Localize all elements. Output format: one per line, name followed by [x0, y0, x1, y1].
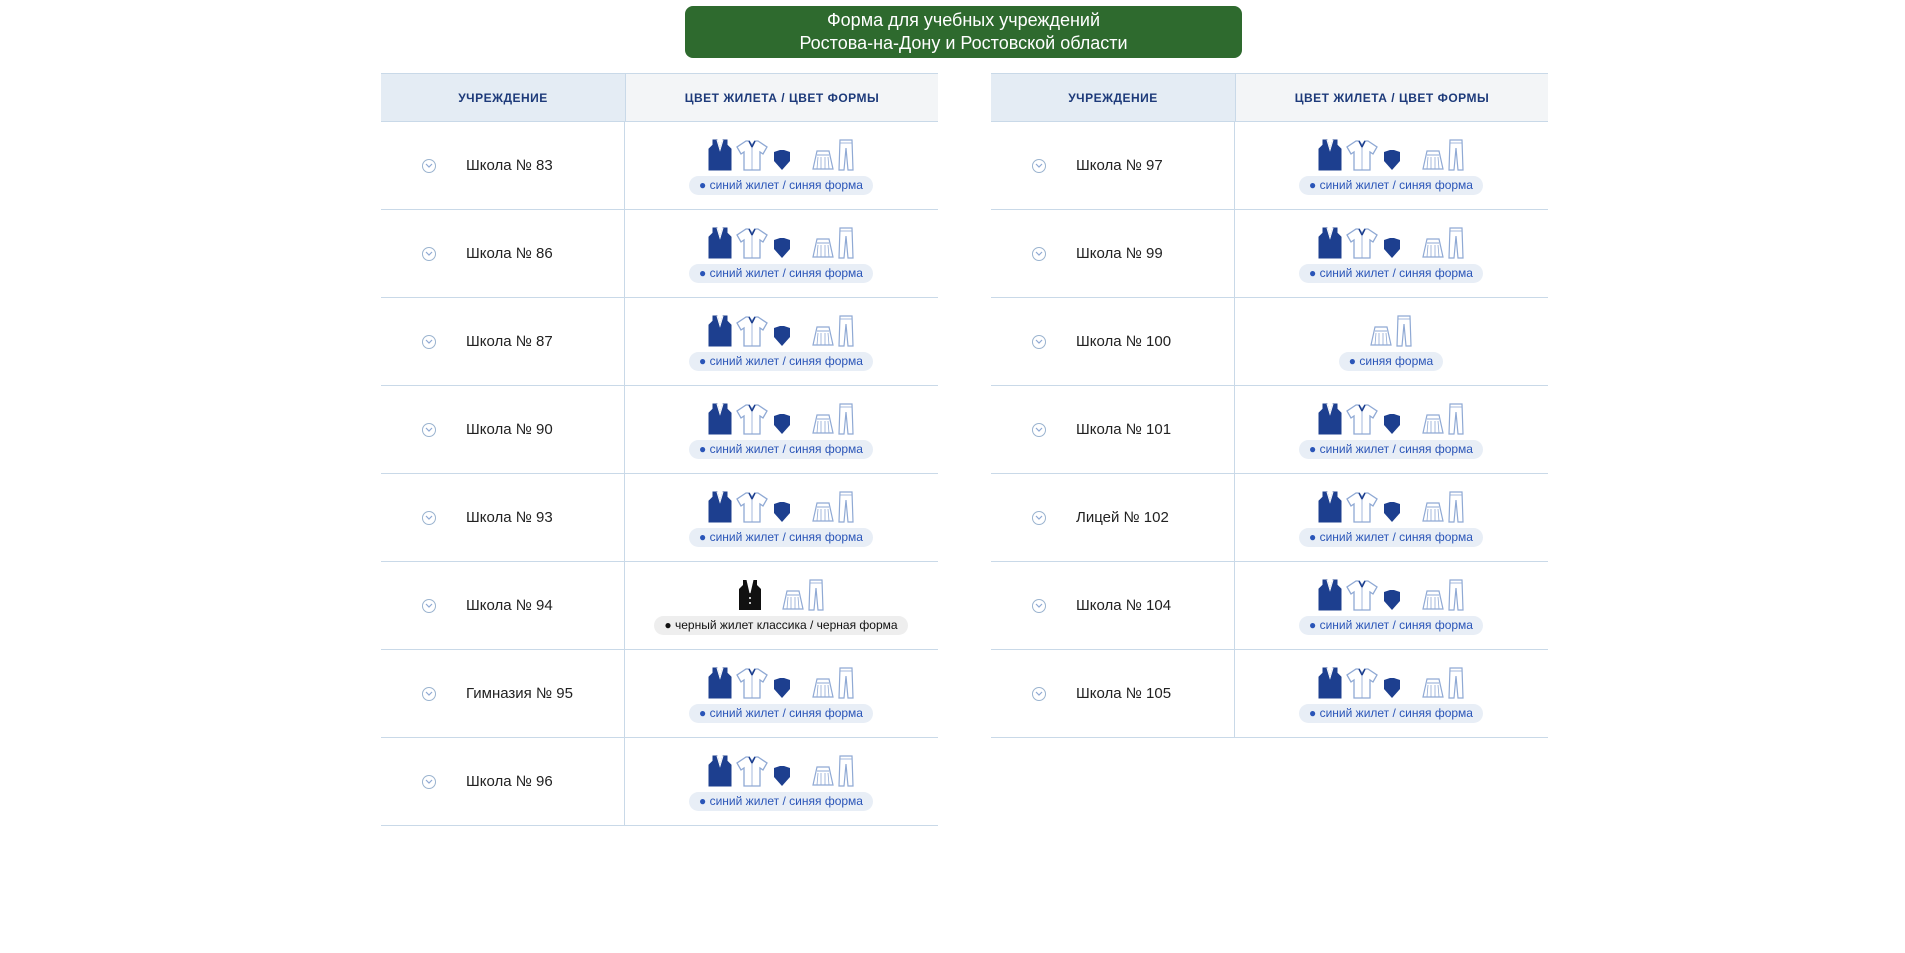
- uniform-color-cell: [625, 210, 937, 297]
- institution-name: Школа № 90: [466, 421, 553, 438]
- institution-name: Школа № 96: [466, 773, 553, 790]
- institution-cell: [381, 738, 625, 825]
- institution-cell: [381, 474, 625, 561]
- vest-blue-icon: [708, 227, 732, 259]
- color-badge: ● синий жилет / синяя форма: [689, 528, 873, 547]
- skirt-icon: [1422, 589, 1444, 611]
- tie-blue-icon: [772, 499, 792, 523]
- institution-cell: [991, 562, 1235, 649]
- color-badge: ● синий жилет / синяя форма: [1299, 264, 1483, 283]
- table-body: [381, 122, 938, 826]
- uniform-icons: [708, 137, 854, 171]
- table-row: [991, 562, 1548, 650]
- institution-cell: [991, 650, 1235, 737]
- uniform-color-cell: [1235, 562, 1547, 649]
- trousers-icon: [808, 579, 824, 611]
- vest-blue-icon: [708, 667, 732, 699]
- tie-blue-icon: [1382, 235, 1402, 259]
- chevron-down-icon[interactable]: [422, 335, 436, 349]
- color-badge: ● синий жилет / синяя форма: [1299, 440, 1483, 459]
- color-badge: ● синий жилет / синяя форма: [689, 352, 873, 371]
- skirt-icon: [1370, 325, 1392, 347]
- institution-cell: [991, 386, 1235, 473]
- shirt-icon: [736, 227, 768, 259]
- shirt-icon: [736, 403, 768, 435]
- uniform-color-cell: [625, 298, 937, 385]
- vest-blue-icon: [1318, 579, 1342, 611]
- tie-blue-icon: [772, 411, 792, 435]
- column-header-color: ЦВЕТ ЖИЛЕТА / ЦВЕТ ФОРМЫ: [626, 74, 938, 121]
- uniform-color-cell: [1235, 650, 1547, 737]
- trousers-icon: [1448, 403, 1464, 435]
- skirt-icon: [782, 589, 804, 611]
- uniform-icons: [708, 665, 854, 699]
- tie-blue-icon: [772, 235, 792, 259]
- institution-name: Школа № 104: [1076, 597, 1172, 614]
- uniform-icons: [1318, 577, 1464, 611]
- uniform-color-cell: [625, 122, 937, 209]
- table-row: [381, 210, 938, 298]
- shirt-icon: [736, 139, 768, 171]
- skirt-icon: [1422, 413, 1444, 435]
- trousers-icon: [838, 667, 854, 699]
- color-badge: ● синий жилет / синяя форма: [1299, 616, 1483, 635]
- chevron-down-icon[interactable]: [422, 687, 436, 701]
- vest-blue-icon: [708, 491, 732, 523]
- trousers-icon: [1448, 491, 1464, 523]
- table-header: [381, 73, 938, 122]
- uniform-icons: [708, 313, 854, 347]
- institution-name: Лицей № 102: [1076, 509, 1169, 526]
- table-body: [991, 122, 1548, 738]
- color-badge: ● синий жилет / синяя форма: [1299, 704, 1483, 723]
- table-row: [381, 650, 938, 738]
- vest-black-icon: [738, 579, 762, 611]
- institution-cell: [991, 122, 1235, 209]
- tie-blue-icon: [1382, 587, 1402, 611]
- skirt-icon: [812, 765, 834, 787]
- trousers-icon: [838, 139, 854, 171]
- shirt-icon: [1346, 227, 1378, 259]
- vest-blue-icon: [708, 755, 732, 787]
- institution-name: Школа № 105: [1076, 685, 1172, 702]
- uniform-color-cell: [625, 386, 937, 473]
- institution-name: Школа № 94: [466, 597, 553, 614]
- vest-blue-icon: [708, 315, 732, 347]
- color-badge: ● синий жилет / синяя форма: [689, 704, 873, 723]
- tie-blue-icon: [1382, 411, 1402, 435]
- uniform-icons: [1318, 401, 1464, 435]
- uniform-icons: [1318, 137, 1464, 171]
- color-badge: ● черный жилет классика / черная форма: [654, 616, 907, 635]
- color-badge: ● синий жилет / синяя форма: [689, 264, 873, 283]
- chevron-down-icon[interactable]: [1032, 687, 1046, 701]
- page-title-banner: [685, 6, 1242, 58]
- institution-name: Школа № 101: [1076, 421, 1172, 438]
- institution-cell: [991, 298, 1235, 385]
- chevron-down-icon[interactable]: [1032, 159, 1046, 173]
- chevron-down-icon[interactable]: [1032, 599, 1046, 613]
- trousers-icon: [838, 755, 854, 787]
- skirt-icon: [1422, 237, 1444, 259]
- uniform-table-right: [991, 73, 1548, 738]
- uniform-icons: [738, 577, 824, 611]
- chevron-down-icon[interactable]: [422, 423, 436, 437]
- institution-name: Школа № 93: [466, 509, 553, 526]
- trousers-icon: [1448, 227, 1464, 259]
- shirt-icon: [736, 755, 768, 787]
- institution-name: Школа № 87: [466, 333, 553, 350]
- tie-blue-icon: [772, 675, 792, 699]
- institution-cell: [381, 298, 625, 385]
- table-row: [381, 298, 938, 386]
- uniform-icons: [708, 489, 854, 523]
- institution-name: Гимназия № 95: [466, 685, 573, 702]
- trousers-icon: [1448, 579, 1464, 611]
- tie-blue-icon: [1382, 147, 1402, 171]
- institution-name: Школа № 97: [1076, 157, 1163, 174]
- trousers-icon: [838, 315, 854, 347]
- institution-cell: [991, 474, 1235, 561]
- table-header: [991, 73, 1548, 122]
- table-row: [991, 210, 1548, 298]
- uniform-color-cell: [1235, 386, 1547, 473]
- uniform-color-cell: [625, 562, 937, 649]
- table-row: [381, 474, 938, 562]
- uniform-icons: [1318, 489, 1464, 523]
- skirt-icon: [812, 501, 834, 523]
- table-row: [381, 738, 938, 826]
- vest-blue-icon: [1318, 403, 1342, 435]
- vest-blue-icon: [1318, 491, 1342, 523]
- color-badge: ● синяя форма: [1339, 352, 1443, 371]
- tie-blue-icon: [772, 147, 792, 171]
- shirt-icon: [736, 491, 768, 523]
- chevron-down-icon[interactable]: [1032, 511, 1046, 525]
- uniform-color-cell: [625, 650, 937, 737]
- trousers-icon: [1396, 315, 1412, 347]
- color-badge: ● синий жилет / синяя форма: [1299, 528, 1483, 547]
- chevron-down-icon[interactable]: [422, 511, 436, 525]
- skirt-icon: [1422, 149, 1444, 171]
- uniform-icons: [708, 401, 854, 435]
- uniform-color-cell: [1235, 298, 1547, 385]
- skirt-icon: [812, 149, 834, 171]
- uniform-table-left: [381, 73, 938, 826]
- trousers-icon: [1448, 139, 1464, 171]
- uniform-color-cell: [1235, 210, 1547, 297]
- banner-line-2: Ростова-на-Дону и Ростовской области: [799, 33, 1128, 53]
- table-row: [991, 386, 1548, 474]
- table-row: [381, 386, 938, 474]
- uniform-icons: [708, 753, 854, 787]
- chevron-down-icon[interactable]: [1032, 423, 1046, 437]
- color-badge: ● синий жилет / синяя форма: [1299, 176, 1483, 195]
- uniform-color-cell: [625, 474, 937, 561]
- table-row: [381, 562, 938, 650]
- institution-cell: [381, 122, 625, 209]
- table-row: [381, 122, 938, 210]
- chevron-down-icon[interactable]: [422, 599, 436, 613]
- tie-blue-icon: [1382, 499, 1402, 523]
- institution-name: Школа № 83: [466, 157, 553, 174]
- vest-blue-icon: [1318, 667, 1342, 699]
- trousers-icon: [1448, 667, 1464, 699]
- chevron-down-icon[interactable]: [1032, 247, 1046, 261]
- table-row: [991, 474, 1548, 562]
- column-header-institution: УЧРЕЖДЕНИЕ: [991, 74, 1236, 121]
- chevron-down-icon[interactable]: [1032, 335, 1046, 349]
- shirt-icon: [1346, 139, 1378, 171]
- tie-blue-icon: [772, 323, 792, 347]
- table-row: [991, 122, 1548, 210]
- uniform-color-cell: [625, 738, 937, 825]
- chevron-down-icon[interactable]: [422, 247, 436, 261]
- vest-blue-icon: [708, 403, 732, 435]
- institution-cell: [381, 210, 625, 297]
- institution-cell: [381, 386, 625, 473]
- uniform-icons: [1318, 225, 1464, 259]
- vest-blue-icon: [1318, 227, 1342, 259]
- uniform-color-cell: [1235, 474, 1547, 561]
- uniform-icons: [1370, 313, 1412, 347]
- skirt-icon: [1422, 501, 1444, 523]
- trousers-icon: [838, 491, 854, 523]
- skirt-icon: [812, 677, 834, 699]
- skirt-icon: [812, 237, 834, 259]
- tie-blue-icon: [772, 763, 792, 787]
- column-header-institution: УЧРЕЖДЕНИЕ: [381, 74, 626, 121]
- institution-cell: [381, 562, 625, 649]
- trousers-icon: [838, 403, 854, 435]
- shirt-icon: [1346, 667, 1378, 699]
- shirt-icon: [1346, 579, 1378, 611]
- vest-blue-icon: [1318, 139, 1342, 171]
- institution-name: Школа № 86: [466, 245, 553, 262]
- banner-line-1: Форма для учебных учреждений: [826, 10, 1101, 30]
- shirt-icon: [1346, 403, 1378, 435]
- chevron-down-icon[interactable]: [422, 775, 436, 789]
- chevron-down-icon[interactable]: [422, 159, 436, 173]
- shirt-icon: [736, 667, 768, 699]
- institution-name: Школа № 100: [1076, 333, 1172, 350]
- institution-cell: [991, 210, 1235, 297]
- color-badge: ● синий жилет / синяя форма: [689, 440, 873, 459]
- institution-name: Школа № 99: [1076, 245, 1163, 262]
- skirt-icon: [812, 325, 834, 347]
- uniform-color-cell: [1235, 122, 1547, 209]
- color-badge: ● синий жилет / синяя форма: [689, 792, 873, 811]
- column-header-color: ЦВЕТ ЖИЛЕТА / ЦВЕТ ФОРМЫ: [1236, 74, 1548, 121]
- institution-cell: [381, 650, 625, 737]
- vest-blue-icon: [708, 139, 732, 171]
- tie-blue-icon: [1382, 675, 1402, 699]
- table-row: [991, 298, 1548, 386]
- shirt-icon: [1346, 491, 1378, 523]
- table-row: [991, 650, 1548, 738]
- uniform-icons: [708, 225, 854, 259]
- trousers-icon: [838, 227, 854, 259]
- shirt-icon: [736, 315, 768, 347]
- color-badge: ● синий жилет / синяя форма: [689, 176, 873, 195]
- skirt-icon: [1422, 677, 1444, 699]
- skirt-icon: [812, 413, 834, 435]
- uniform-icons: [1318, 665, 1464, 699]
